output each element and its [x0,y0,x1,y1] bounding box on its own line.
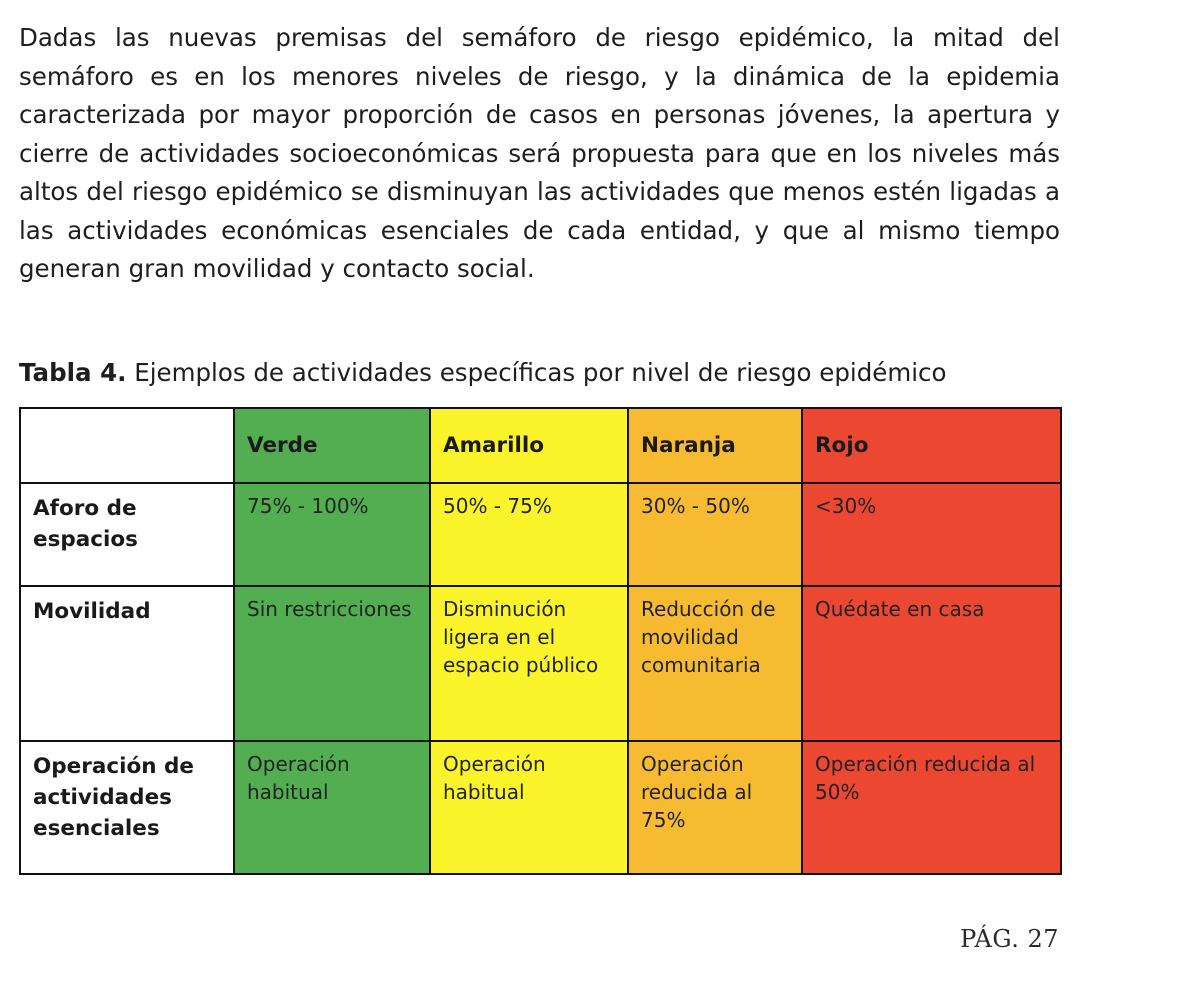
header-rojo: Rojo [802,408,1061,483]
table-header-row [20,408,1061,483]
cell-naranja: Reducción de movilidad comunitaria [628,586,802,741]
page-number: PÁG. 27 [960,925,1059,953]
table-row-movilidad [20,586,1061,741]
cell-naranja: Operación reducida al 75% [628,741,802,874]
intro-paragraph: Dadas las nuevas premisas del semáforo de riesgo epidémico, la mitad del semáforo es en los menores niveles de riesgo, y la dinámica de la epidemia caracterizada por mayor proporción de casos en personas jóvenes, la apertura y cierre de actividades socioeconómicas será propuesta para que en los niveles más altos del riesgo epidémico se disminuyan las actividades que menos estén ligadas a las actividades económicas esenciales de cada entidad, y que al mismo tiempo generan gran movilidad y contacto social. [19,23,1060,283]
table-caption-label: Tabla 4. [19,358,127,387]
cell-verde: Sin restricciones [234,586,430,741]
cell-verde: 75% - 100% [234,483,430,586]
row-label: Operación de actividades esenciales [20,741,234,874]
header-verde: Verde [234,408,430,483]
cell-rojo: <30% [802,483,1061,586]
header-naranja: Naranja [628,408,802,483]
table-caption-text: Ejemplos de actividades específicas por nivel de riesgo epidémico [126,358,947,387]
risk-level-table [19,407,1062,875]
cell-verde: Operación habitual [234,741,430,874]
table-row-operacion [20,741,1061,874]
cell-rojo: Operación reducida al 50% [802,741,1061,874]
header-amarillo: Amarillo [430,408,628,483]
header-empty-cell [20,408,234,483]
cell-rojo: Quédate en casa [802,586,1061,741]
cell-amarillo: Disminución ligera en el espacio público [430,586,628,741]
cell-amarillo: 50% - 75% [430,483,628,586]
cell-naranja: 30% - 50% [628,483,802,586]
row-label: Movilidad [20,586,234,741]
table-caption [19,354,1079,392]
row-label: Aforo de espacios [20,483,234,586]
table-row-aforo [20,483,1061,586]
cell-amarillo: Operación habitual [430,741,628,874]
